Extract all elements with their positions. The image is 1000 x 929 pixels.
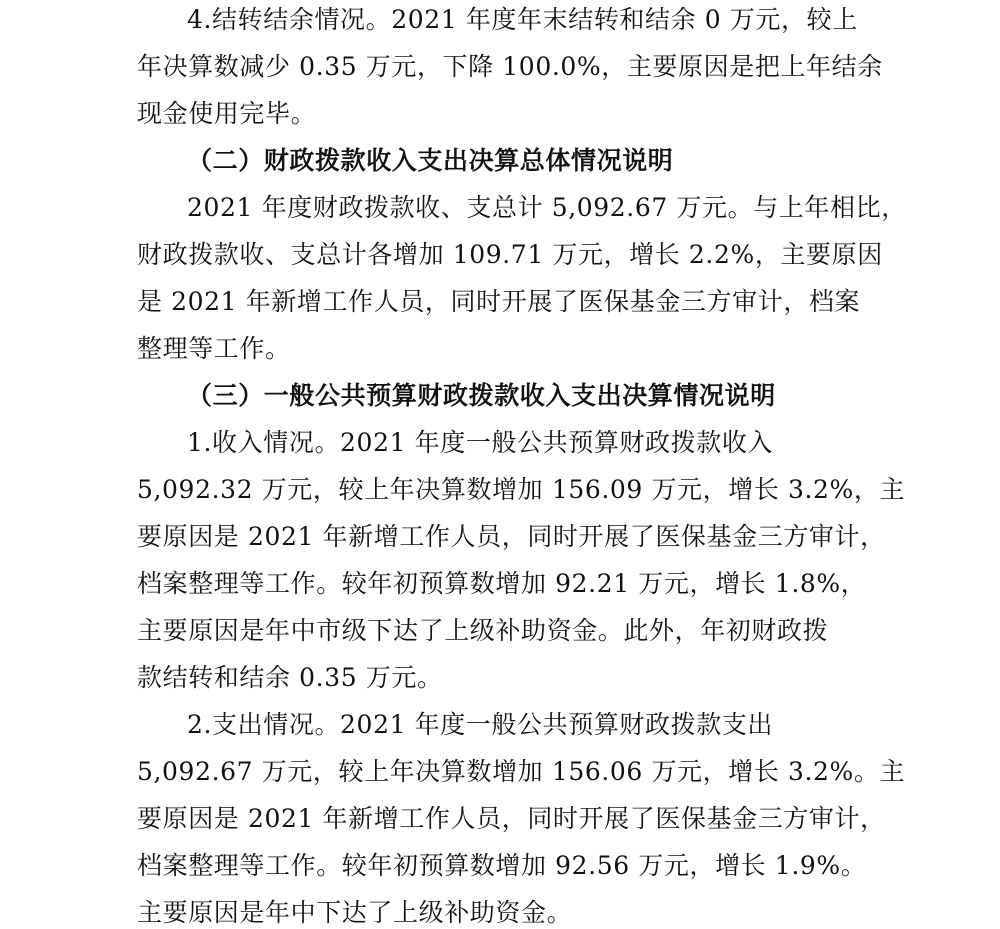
paragraph-1-line-2: 年决算数减少 0.35 万元，下降 100.0%，主要原因是把上年结余 <box>137 52 883 81</box>
paragraph-2-line-3: 是 2021 年新增工作人员，同时开展了医保基金三方审计，档案 <box>137 287 861 316</box>
paragraph-4-line-5: 主要原因是年中下达了上级补助资金。 <box>137 898 573 927</box>
paragraph-1-line-3: 现金使用完毕。 <box>137 99 317 128</box>
paragraph-3-line-6: 款结转和结余 0.35 万元。 <box>137 663 443 692</box>
section-heading-2: （二）财政拨款收入支出决算总体情况说明 <box>187 146 674 175</box>
paragraph-3-line-4: 档案整理等工作。较年初预算数增加 92.21 万元，增长 1.8%， <box>137 569 867 598</box>
paragraph-1-line-1: 4.结转结余情况。2021 年度年末结转和结余 0 万元，较上 <box>187 5 858 34</box>
paragraph-4-line-3: 要原因是 2021 年新增工作人员，同时开展了医保基金三方审计， <box>137 804 886 833</box>
paragraph-3-line-3: 要原因是 2021 年新增工作人员，同时开展了医保基金三方审计， <box>137 522 886 551</box>
paragraph-2-line-1: 2021 年度财政拨款收、支总计 5,092.67 万元。与上年相比， <box>187 193 907 222</box>
paragraph-3-line-1: 1.收入情况。2021 年度一般公共预算财政拨款收入 <box>187 428 774 457</box>
paragraph-3-line-5: 主要原因是年中市级下达了上级补助资金。此外，年初财政拨 <box>137 616 829 645</box>
paragraph-2-line-4: 整理等工作。 <box>137 334 291 363</box>
paragraph-4-line-2: 5,092.67 万元，较上年决算数增加 156.06 万元，增长 3.2%。主 <box>137 757 906 786</box>
paragraph-2-line-2: 财政拨款收、支总计各增加 109.71 万元，增长 2.2%，主要原因 <box>137 240 883 269</box>
paragraph-3-line-2: 5,092.32 万元，较上年决算数增加 156.09 万元，增长 3.2%，主 <box>137 475 906 504</box>
paragraph-4-line-1: 2.支出情况。2021 年度一般公共预算财政拨款支出 <box>187 710 774 739</box>
section-heading-3: （三）一般公共预算财政拨款收入支出决算情况说明 <box>187 381 776 410</box>
paragraph-4-line-4: 档案整理等工作。较年初预算数增加 92.56 万元，增长 1.9%。 <box>137 851 867 880</box>
